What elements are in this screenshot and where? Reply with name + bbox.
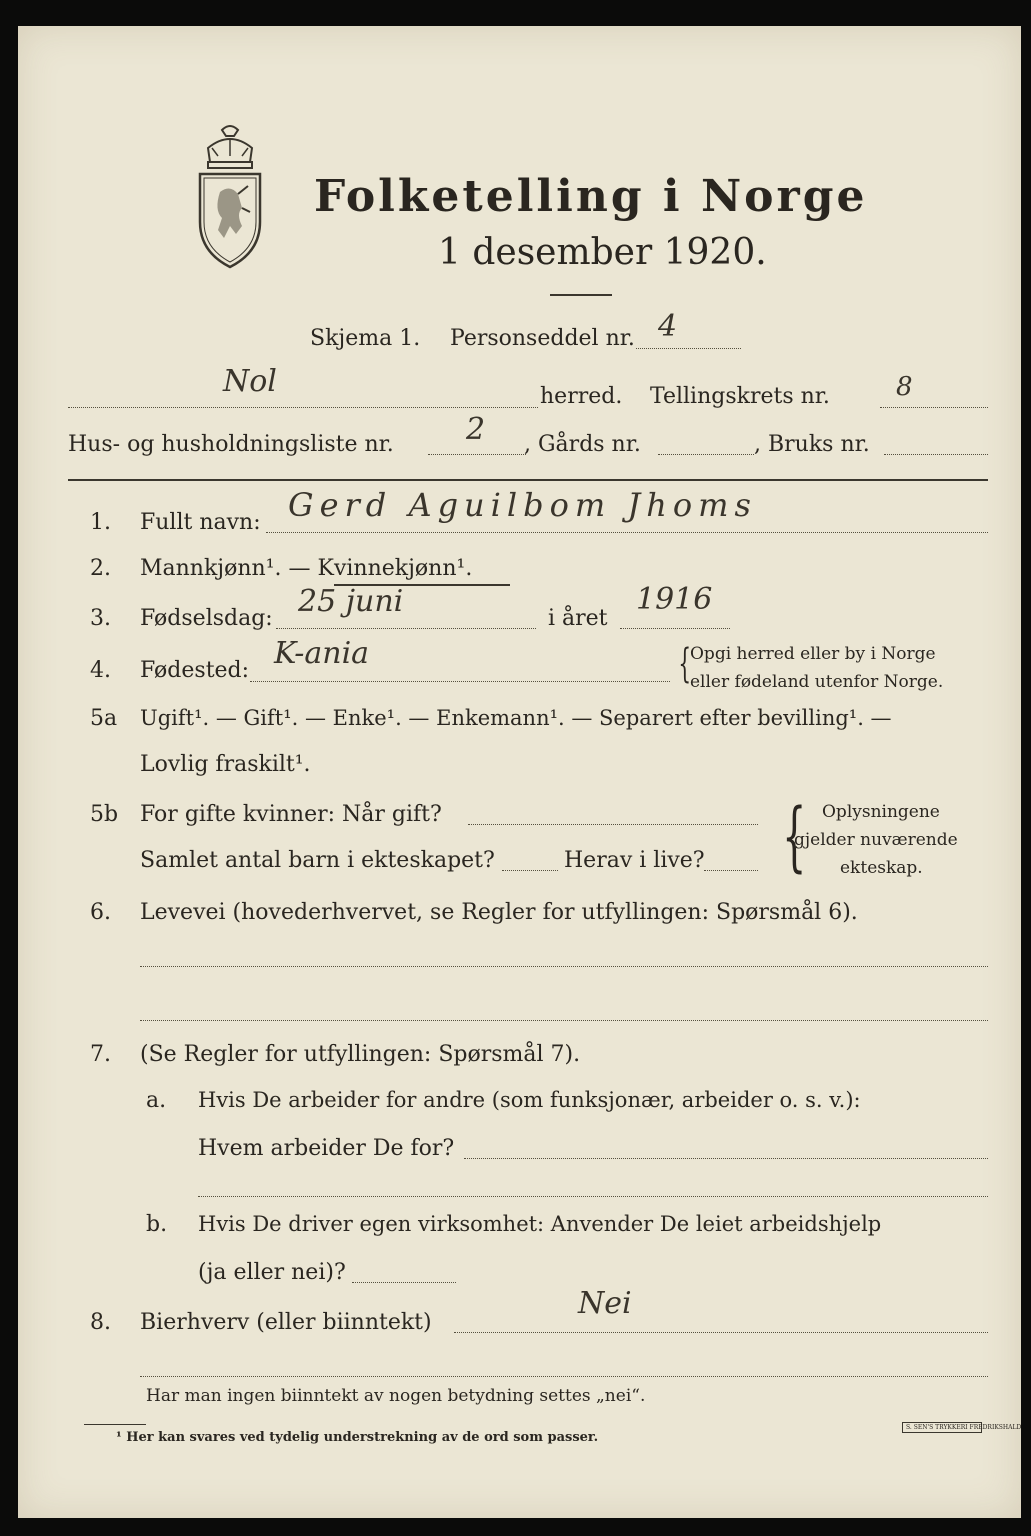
side-income-value: Nei [578,1286,632,1321]
coat-of-arms-icon [190,122,270,272]
side-income-field-1[interactable] [454,1332,988,1333]
title-divider [550,294,612,296]
birthplace-value: K-ania [274,636,370,671]
q5b-number: 5b [90,802,119,827]
q7b-line-2: (ja eller nei)? [198,1260,346,1285]
q3-number: 3. [90,606,111,631]
q4-number: 4. [90,658,111,683]
gards-field[interactable] [658,454,754,455]
marital-options: Ugift¹. — Gift¹. — Enke¹. — Enkemann¹. — Separert efter bevilling¹. — [140,706,892,730]
side-income-label: Bierhverv (eller biinntekt) [140,1310,432,1335]
alive-field[interactable] [704,870,758,871]
birthday-field[interactable] [276,628,536,629]
q7b-line-1: Hvis De driver egen virksomhet: Anvender De leiet arbeidshjelp [198,1212,882,1236]
tellingskrets-label: Tellingskrets nr. [650,384,830,409]
no-income-note: Har man ingen biinntekt av nogen betydning settes „nei“. [146,1386,646,1406]
q5a-number: 5a [90,706,118,731]
form-title: Folketelling i Norge [314,171,868,222]
q8-number: 8. [90,1310,111,1335]
birthday-value: 25 juni [298,584,404,619]
hired-help-field[interactable] [352,1282,456,1283]
personseddel-value: 4 [658,309,678,344]
marriage-note-1: Oplysningene [822,802,940,822]
occupation-field-2[interactable] [140,1020,988,1021]
employer-label: Hvem arbeider De for? [198,1136,455,1161]
husliste-field[interactable] [428,454,526,455]
employer-field-1[interactable] [464,1158,988,1159]
herred-value: Nol [223,364,277,399]
marriage-note-3: ekteskap. [840,858,923,878]
q7a-line-1: Hvis De arbeider for andre (som funksjonær, arbeider o. s. v.): [198,1088,861,1112]
header-rule [68,479,988,481]
birthplace-brace: { [678,641,692,687]
tellingskrets-field[interactable] [880,407,988,408]
employer-field-2[interactable] [198,1196,988,1197]
married-when-field[interactable] [468,824,758,825]
q3-label: Fødselsdag: [140,606,273,631]
q7-number: 7. [90,1042,111,1067]
q4-label: Fødested: [140,658,250,683]
birthplace-field[interactable] [250,681,670,682]
year-label: i året [548,606,608,631]
full-name-field[interactable] [266,532,988,533]
tellingskrets-value: 8 [896,372,913,402]
q1-number: 1. [90,510,111,535]
q2-number: 2. [90,556,111,581]
gards-label: , Gårds nr. [524,432,641,457]
bruks-field[interactable] [884,454,988,455]
q6-number: 6. [90,900,111,925]
birthplace-note-2: eller fødeland utenfor Norge. [690,672,944,692]
marital-options-cont: Lovlig fraskilt¹. [140,752,311,777]
side-income-field-2[interactable] [140,1376,988,1377]
printer-stamp: S. SEN'S TRYKKERI FREDRIKSHALD [902,1422,982,1433]
children-label: Samlet antal barn i ekteskapet? [140,848,495,873]
q7b-number: b. [146,1212,168,1237]
bruks-label: , Bruks nr. [754,432,870,457]
alive-label: Herav i live? [564,848,705,873]
personseddel-field[interactable] [636,348,741,349]
birthplace-note-1: Opgi herred eller by i Norge [690,644,936,664]
herred-field[interactable] [68,407,538,408]
full-name-value: Gerd Aguilbom Jhoms [288,486,757,524]
marriage-note-2: gjelder nuværende [794,830,958,850]
footnote: ¹ Her kan svares ved tydelig understrekning av de ord som passer. [116,1430,599,1445]
form-date: 1 desember 1920. [438,232,767,273]
herred-label: herred. [540,384,623,409]
children-field[interactable] [502,870,558,871]
married-when-label: For gifte kvinner: Når gift? [140,802,442,827]
occupation-field-1[interactable] [140,966,988,967]
personseddel-label: Personseddel nr. [450,326,635,351]
q1-label: Fullt navn: [140,510,261,535]
husliste-label: Hus- og husholdningsliste nr. [68,432,394,457]
q7a-number: a. [146,1088,167,1113]
schema-label: Skjema 1. [310,326,421,351]
husliste-value: 2 [466,412,486,447]
gender-options: Mannkjønn¹. — Kvinnekjønn¹. [140,556,473,581]
census-form [18,26,1021,1518]
birth-year-value: 1916 [636,582,713,617]
occupation-label: Levevei (hovederhvervet, se Regler for utfyllingen: Spørsmål 6). [140,900,858,925]
q7-label: (Se Regler for utfyllingen: Spørsmål 7). [140,1042,581,1067]
footnote-rule [84,1424,146,1425]
marriage-brace: { [782,791,807,880]
birth-year-field[interactable] [620,628,730,629]
